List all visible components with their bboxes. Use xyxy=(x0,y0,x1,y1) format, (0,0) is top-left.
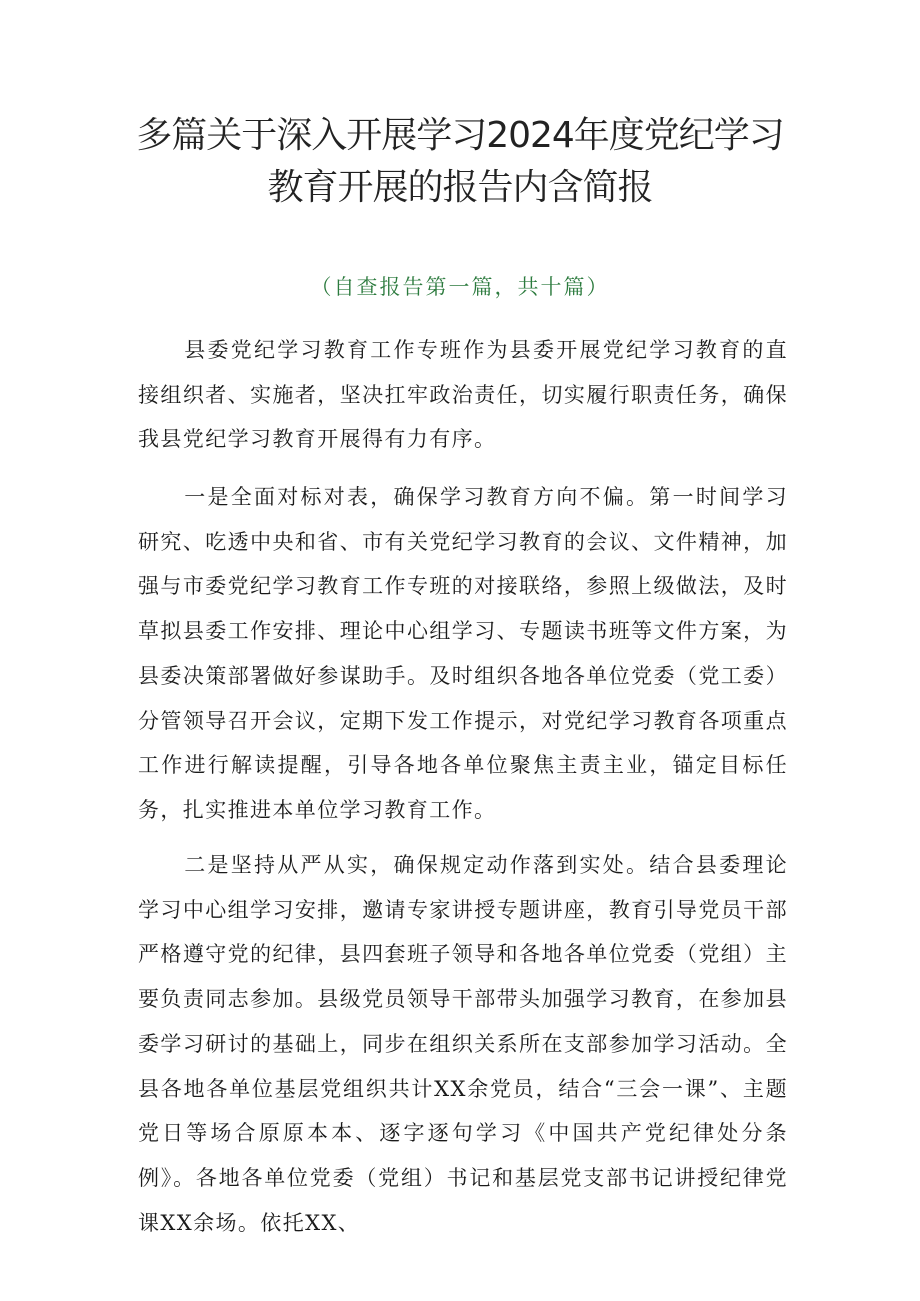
paragraph-point-two: 二是坚持从严从实，确保规定动作落到实处。结合县委理论学习中心组学习安排，邀请专家讲授专题讲座，教育引导党员干部严格遵守党的纪律，县四套班子领导和各地各单位党委（党组）主要负责同志参加。县级党员领导干部带头加强学习教育，在参加县委学习研讨的基础上，同步在组织关系所在支部参加学习活动。全县各地各单位基层党组织共计XX余党员，结合“三会一课”、主题党日等场合原原本本、逐字逐句学习《中国共产党纪律处分条例》。各地各单位党委（党组）书记和基层党支部书记讲授纪律党课XX余场。依托XX、 xyxy=(138,853,788,1235)
paragraph-point-one: 一是全面对标对表，确保学习教育方向不偏。第一时间学习研究、吃透中央和省、市有关党纪学习教育的会议、文件精神，加强与市委党纪学习教育工作专班的对接联络，参照上级做法，及时草拟县委工作安排、理论中心组学习、专题读书班等文件方案，为县委决策部署做好参谋助手。及时组织各地各单位党委（党工委）分管领导召开会议，定期下发工作提示，对党纪学习教育各项重点工作进行解读提醒，引导各地各单位聚焦主责主业，锚定目标任务，扎实推进本单位学习教育工作。 xyxy=(138,485,788,822)
paragraph-intro: 县委党纪学习教育工作专班作为县委开展党纪学习教育的直接组织者、实施者，坚决扛牢政治责任，切实履行职责任务，确保我县党纪学习教育开展得有力有序。 xyxy=(138,338,788,452)
document-title-line-2: 教育开展的报告内含简报 xyxy=(267,167,653,208)
document-title-line-1: 多篇关于深入开展学习2024年度党纪学习 xyxy=(136,115,784,156)
document-subtitle: （自查报告第一篇，共十篇） xyxy=(310,275,610,299)
